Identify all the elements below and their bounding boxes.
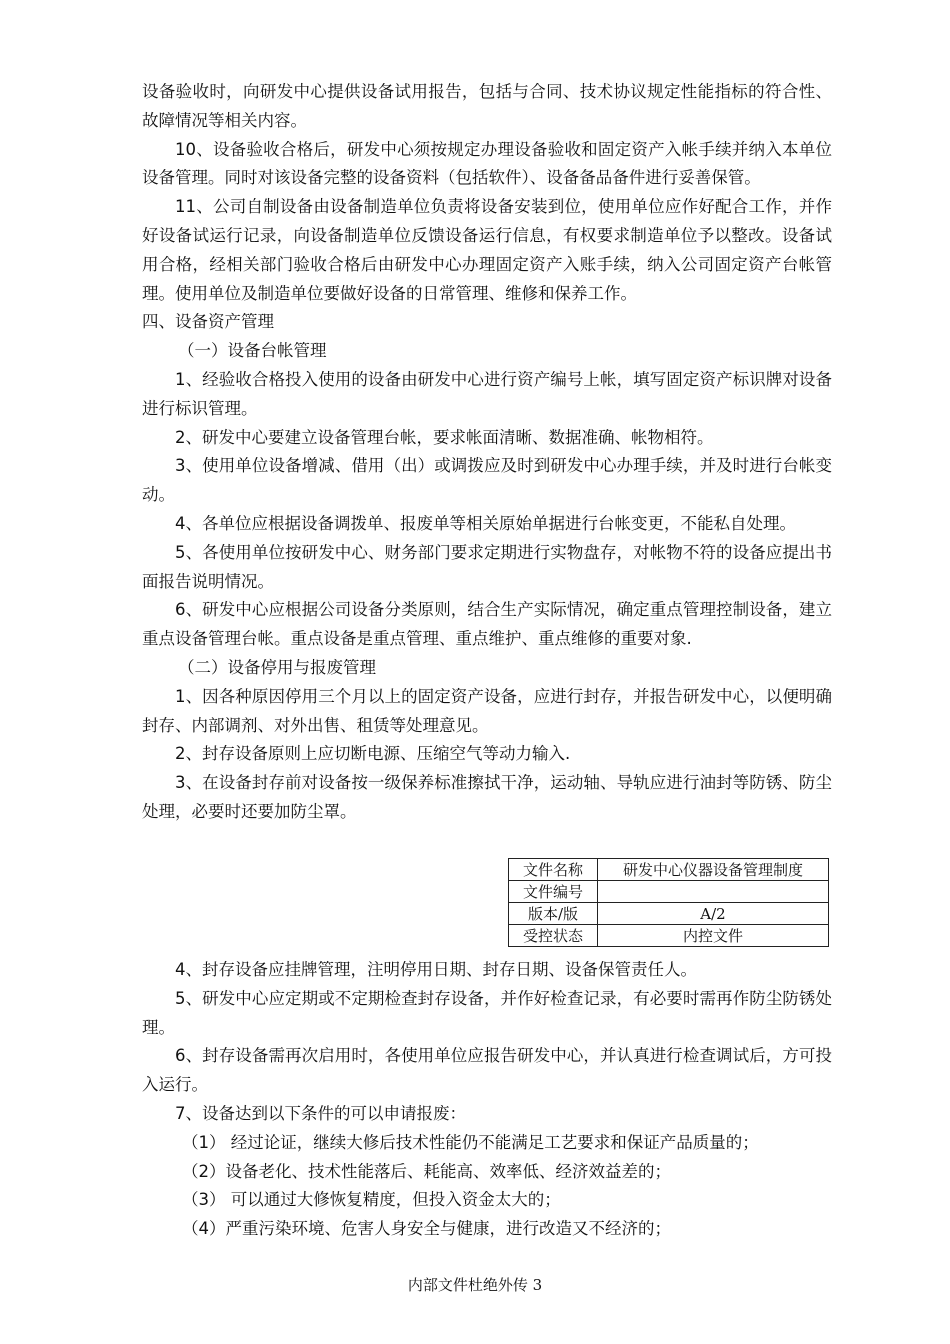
paragraph: 5、研发中心应定期或不定期检查封存设备，并作好检查记录，有必要时需再作防尘防锈处理。 xyxy=(142,988,832,1037)
status-label: 受控状态 xyxy=(509,925,598,947)
version-value: A/2 xyxy=(598,903,829,925)
subsection-heading: （一）设备台帐管理 xyxy=(178,341,327,361)
file-code-value xyxy=(598,881,829,903)
paragraph: 10、设备验收合格后，研发中心须按规定办理设备验收和固定资产入帐手续并纳入本单位设备管理。同时对该设备完整的设备资料（包括软件）、设备备品备件进行妥善保管。 xyxy=(142,139,832,188)
version-label: 版本/版 xyxy=(509,903,598,925)
paragraph: 设备验收时，向研发中心提供设备试用报告，包括与合同、技术协议规定性能指标的符合性、故障情况等相关内容。 xyxy=(142,82,832,130)
file-name-label: 文件名称 xyxy=(509,859,598,881)
paragraph: 1、因各种原因停用三个月以上的固定资产设备，应进行封存，并报告研发中心，以便明确封存、内部调剂、对外出售、租赁等处理意见。 xyxy=(142,686,832,735)
document-body-top xyxy=(142,78,832,827)
list-item: （3） 可以通过大修恢复精度，但投入资金太大的； xyxy=(182,1190,561,1210)
paragraph: 1、经验收合格投入使用的设备由研发中心进行资产编号上帐，填写固定资产标识牌对设备进行标识管理。 xyxy=(142,369,832,418)
table-row xyxy=(509,859,829,881)
document-info-table xyxy=(508,858,829,947)
table-row xyxy=(509,903,829,925)
paragraph: 3、使用单位设备增减、借用（出）或调拨应及时到研发中心办理手续，并及时进行台帐变动。 xyxy=(142,456,832,505)
paragraph: 7、设备达到以下条件的可以申请报废： xyxy=(175,1103,466,1123)
paragraph: 11、公司自制设备由设备制造单位负责将设备安装到位，使用单位应作好配合工作，并作好设备试运行记录，向设备制造单位反馈设备运行信息，有权要求制造单位予以整改。设备试用合格，经相关部门验收合格后由研发中心办理固定资产入账手续，纳入公司固定资产台帐管理。使用单位及制造单位要做好设备的日常管理、维修和保养工作。 xyxy=(142,197,832,303)
list-item: （2）设备老化、技术性能落后、耗能高、效率低、经济效益差的； xyxy=(182,1161,671,1181)
section-heading: 四、设备资产管理 xyxy=(142,312,274,332)
paragraph: 6、研发中心应根据公司设备分类原则，结合生产实际情况，确定重点管理控制设备，建立重点设备管理台帐。重点设备是重点管理、重点维护、重点维修的重要对象. xyxy=(142,600,832,649)
list-item: （1） 经过论证，继续大修后技术性能仍不能满足工艺要求和保证产品质量的； xyxy=(182,1132,759,1152)
table-row xyxy=(509,881,829,903)
subsection-heading: （二）设备停用与报废管理 xyxy=(178,657,376,677)
document-body-bottom xyxy=(142,956,832,1244)
file-name-value: 研发中心仪器设备管理制度 xyxy=(598,859,829,881)
list-item: （4）严重污染环境、危害人身安全与健康，进行改造又不经济的； xyxy=(182,1219,671,1239)
paragraph: 5、各使用单位按研发中心、财务部门要求定期进行实物盘存，对帐物不符的设备应提出书面报告说明情况。 xyxy=(142,542,832,591)
table-row xyxy=(509,925,829,947)
status-value: 内控文件 xyxy=(598,925,829,947)
file-code-label: 文件编号 xyxy=(509,881,598,903)
paragraph: 4、封存设备应挂牌管理，注明停用日期、封存日期、设备保管责任人。 xyxy=(175,960,697,979)
paragraph: 4、各单位应根据设备调拨单、报废单等相关原始单据进行台帐变更，不能私自处理。 xyxy=(175,513,796,533)
paragraph: 2、研发中心要建立设备管理台帐，要求帐面清晰、数据准确、帐物相符。 xyxy=(175,427,714,447)
paragraph: 3、在设备封存前对设备按一级保养标准擦拭干净，运动轴、导轨应进行油封等防锈、防尘处理，必要时还要加防尘罩。 xyxy=(142,773,832,821)
paragraph: 2、封存设备原则上应切断电源、压缩空气等动力输入. xyxy=(175,744,571,764)
paragraph: 6、封存设备需再次启用时，各使用单位应报告研发中心，并认真进行检查调试后，方可投入运行。 xyxy=(142,1046,832,1095)
page-footer: 内部文件杜绝外传 3 xyxy=(407,1276,543,1294)
